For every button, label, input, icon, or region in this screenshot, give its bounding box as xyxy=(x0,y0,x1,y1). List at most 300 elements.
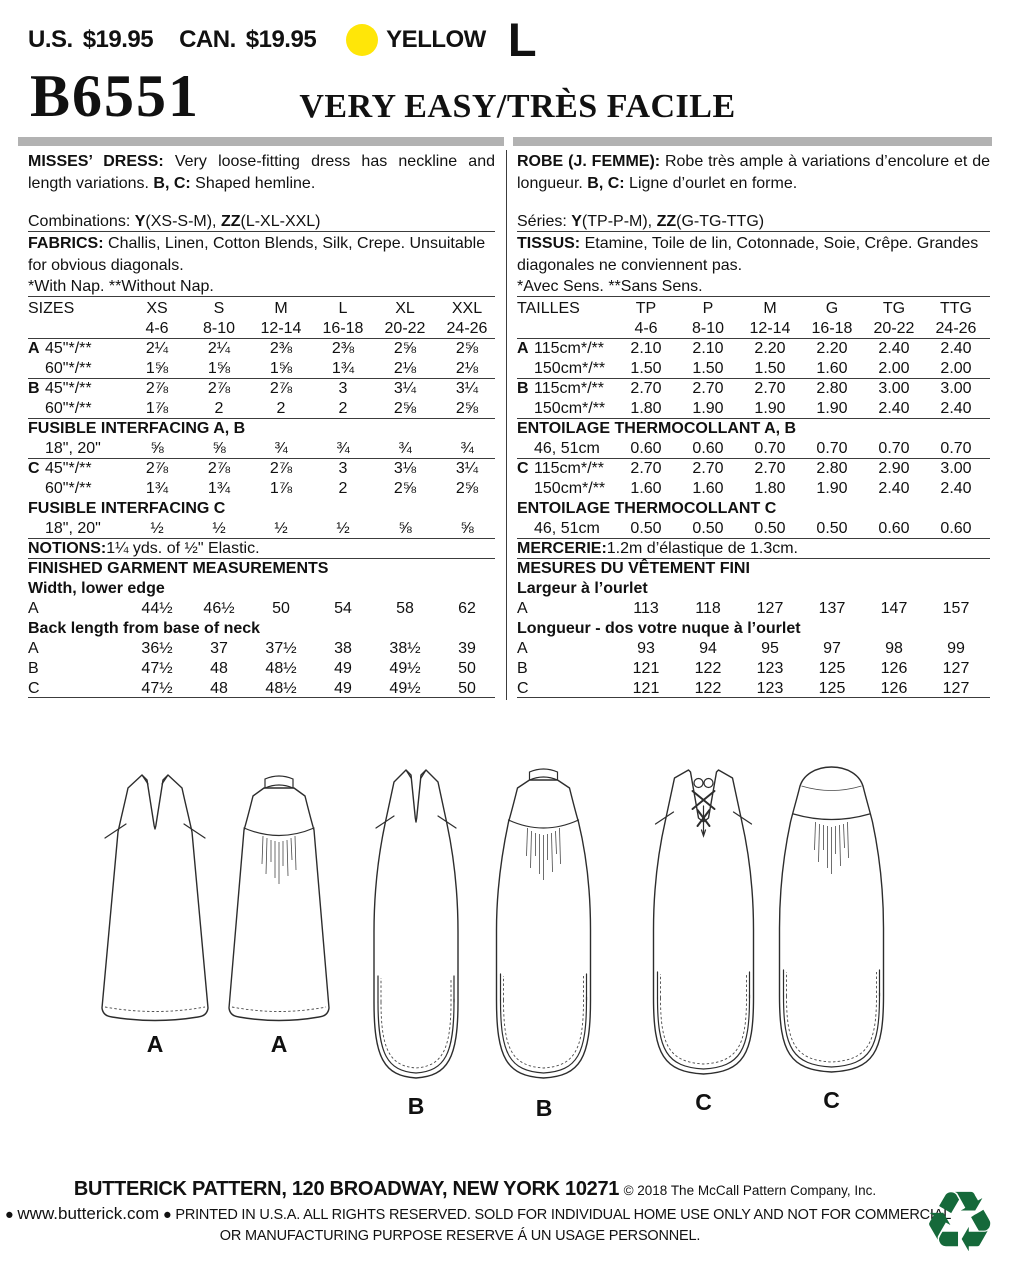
color-swatch-dot-icon xyxy=(346,24,378,56)
yardage-value: 0.50 xyxy=(816,520,848,537)
yardage-value: 37½ xyxy=(265,640,297,657)
text-part: (G-TG-TTG) xyxy=(676,213,765,230)
yardage-value: 3.00 xyxy=(878,380,910,397)
yardage-value: 2¼ xyxy=(207,340,231,357)
text-part: NOTIONS: xyxy=(28,540,107,557)
yardage-value: 2 xyxy=(338,480,348,497)
bullet-icon: ● xyxy=(5,1207,14,1223)
text-part: Robe très ample à variations d’encolure et de longueur. xyxy=(517,153,990,192)
french-table-bottom-rule xyxy=(517,697,990,698)
table-corner-label: TAILLES xyxy=(517,300,580,317)
yardage-value: ½ xyxy=(212,520,226,537)
english-table-bottom-rule xyxy=(28,697,495,698)
table-row xyxy=(28,399,495,419)
width-label: 115cm*/** xyxy=(534,460,604,477)
table-row xyxy=(517,519,990,539)
yardage-value: 1.60 xyxy=(630,480,662,497)
text-part: 1¼ yds. of ½" Elastic. xyxy=(106,540,260,557)
header-divider-bar-left xyxy=(18,137,504,146)
row-label xyxy=(28,359,126,378)
yardage-value: 126 xyxy=(880,660,908,677)
view-letter: B xyxy=(28,380,40,397)
yardage-value: 125 xyxy=(818,660,846,677)
yardage-value: 1.80 xyxy=(754,480,786,497)
row-label: C xyxy=(517,680,529,697)
yardage-value: 2⅛ xyxy=(455,360,479,377)
row-label xyxy=(28,479,126,499)
yardage-value: 58 xyxy=(396,600,414,617)
yardage-value: 1.90 xyxy=(754,400,786,417)
yardage-value: 2 xyxy=(214,400,224,417)
text-part: MERCERIE: xyxy=(517,540,607,557)
yardage-value: 157 xyxy=(942,600,970,617)
yardage-value: 0.70 xyxy=(816,440,848,457)
recycle-icon: ♻ xyxy=(922,1175,998,1269)
text-part: Ligne d’ourlet en forme. xyxy=(624,174,798,192)
text-part: FABRICS: xyxy=(28,235,104,252)
yardage-value: 113 xyxy=(633,600,659,617)
yardage-value: 125 xyxy=(818,680,846,697)
yardage-value: 37 xyxy=(210,640,228,657)
yardage-value: 50 xyxy=(272,600,290,617)
yardage-value: 121 xyxy=(632,660,660,677)
view-c-front-drawing xyxy=(644,760,763,1086)
yardage-value: 2⅜ xyxy=(331,340,355,357)
row-label xyxy=(517,379,615,399)
french-series xyxy=(517,211,990,232)
yardage-value: 1.90 xyxy=(692,400,724,417)
yardage-value: 2.70 xyxy=(754,460,786,477)
view-a-back-drawing xyxy=(218,766,340,1028)
yardage-value: 1⅝ xyxy=(207,360,231,377)
yardage-value: 38 xyxy=(334,640,352,657)
table-row xyxy=(28,659,495,679)
french-description xyxy=(517,151,990,195)
yardage-value: 0.70 xyxy=(878,440,910,457)
text-part: Shaped hemline. xyxy=(190,174,316,192)
yardage-value: 49½ xyxy=(389,680,421,697)
table-header-row xyxy=(517,299,990,319)
yardage-value: 118 xyxy=(695,600,721,617)
width-label: 18", 20" xyxy=(45,520,101,537)
table-row xyxy=(517,379,990,399)
yardage-value: 2.40 xyxy=(878,400,910,417)
can-price-value: $19.95 xyxy=(245,26,317,53)
yardage-value: 1.90 xyxy=(816,480,848,497)
yardage-value: 127 xyxy=(942,680,970,697)
empty-label xyxy=(28,319,126,338)
empty-label xyxy=(517,319,615,338)
french-column xyxy=(517,151,990,699)
yardage-value: 126 xyxy=(880,680,908,697)
yardage-value: 3¼ xyxy=(393,380,417,397)
yardage-value: 1.50 xyxy=(630,360,662,377)
yardage-value: 3⅛ xyxy=(393,460,417,477)
yardage-value: 98 xyxy=(885,640,903,657)
yardage-value: 54 xyxy=(334,600,352,617)
view-label: B xyxy=(535,1095,553,1121)
bullet-icon: ● xyxy=(162,1207,172,1223)
row-label xyxy=(517,479,615,499)
row-label xyxy=(28,519,126,538)
yardage-value: 62 xyxy=(458,600,476,617)
size-range: 16-18 xyxy=(322,320,364,337)
english-nap-note: *With Nap. **Without Nap. xyxy=(28,276,495,297)
width-label: 18", 20" xyxy=(45,440,101,457)
table-header-row xyxy=(28,299,495,319)
english-fabrics xyxy=(28,233,495,276)
section-row: FINISHED GARMENT MEASUREMENTS xyxy=(28,560,329,577)
yardage-value: 3.00 xyxy=(940,380,972,397)
yardage-value: 2⅝ xyxy=(393,340,417,357)
yardage-value: 36½ xyxy=(141,640,173,657)
text-part: MISSES’ DRESS: xyxy=(28,153,164,170)
table-range-row xyxy=(517,319,990,339)
footer-rights-line xyxy=(5,1204,952,1224)
yardage-value: 123 xyxy=(756,680,784,697)
text-part: ROBE (J. FEMME): xyxy=(517,153,661,170)
yardage-value: 0.60 xyxy=(878,520,910,537)
size-column-header: TP xyxy=(635,300,657,317)
footer-rights-line-2: OR MANUFACTURING PURPOSE RESERVE Á UN USAGE PERSONNEL. xyxy=(219,1228,701,1244)
size-range: 20-22 xyxy=(873,320,915,337)
yardage-value: 50 xyxy=(458,660,476,677)
row-label: A xyxy=(517,600,528,617)
row-label: C xyxy=(28,680,40,697)
section-row: Width, lower edge xyxy=(28,580,165,597)
yardage-value: 2.40 xyxy=(940,480,972,497)
table-row xyxy=(517,439,990,459)
text-part: (L-XL-XXL) xyxy=(240,213,321,230)
view-letter: A xyxy=(517,340,529,357)
view-b-back-drawing xyxy=(486,760,602,1092)
text-part: B, C: xyxy=(153,174,191,192)
note-row xyxy=(28,539,495,559)
size-column-header: M xyxy=(763,300,777,317)
view-b-back-figure xyxy=(486,760,602,1122)
table-row xyxy=(28,459,495,479)
yardage-value: 48½ xyxy=(265,660,297,677)
yardage-value: 2¼ xyxy=(145,340,169,357)
section-row: MESURES DU VÊTEMENT FINI xyxy=(517,560,750,577)
size-range: 8-10 xyxy=(691,320,725,337)
yardage-value: 137 xyxy=(818,600,846,617)
view-b-front-drawing xyxy=(366,762,466,1090)
yardage-value: 0.70 xyxy=(940,440,972,457)
yardage-value: 2.70 xyxy=(754,380,786,397)
width-label: 115cm*/** xyxy=(534,380,604,397)
row-label xyxy=(28,399,126,418)
french-yardage-table xyxy=(517,299,990,699)
view-b-front-figure xyxy=(366,762,466,1120)
section-row: ENTOILAGE THERMOCOLLANT A, B xyxy=(517,420,797,437)
text-part: TISSUS: xyxy=(517,235,581,252)
yardage-value: 2.10 xyxy=(630,340,662,357)
yardage-value: 3¼ xyxy=(455,380,479,397)
width-label: 46, 51cm xyxy=(534,440,600,457)
view-c-back-drawing xyxy=(771,758,892,1084)
size-range: 4-6 xyxy=(145,320,169,337)
footer-copyright: © 2018 The McCall Pattern Company, Inc. xyxy=(623,1183,877,1198)
row-label xyxy=(517,399,615,418)
yardage-value: 0.50 xyxy=(692,520,724,537)
yardage-value: 2⅞ xyxy=(269,460,293,477)
width-label: 46, 51cm xyxy=(534,520,600,537)
yardage-value: 2.70 xyxy=(692,380,724,397)
row-label xyxy=(517,519,615,538)
yardage-value: 2⅞ xyxy=(207,460,231,477)
yardage-value: ⅝ xyxy=(398,520,412,537)
row-label: A xyxy=(28,600,39,617)
size-range: 16-18 xyxy=(811,320,853,337)
yardage-value: 48 xyxy=(210,680,228,697)
yardage-value: 1⅞ xyxy=(145,400,169,417)
yardage-value: 93 xyxy=(637,640,655,657)
text-part: B, C: xyxy=(587,174,625,192)
us-price-value: $19.95 xyxy=(82,26,154,53)
row-label: B xyxy=(517,660,528,677)
yardage-value: 1¾ xyxy=(331,360,355,377)
yardage-value: 1.90 xyxy=(816,400,848,417)
table-row xyxy=(517,639,990,659)
section-row: ENTOILAGE THERMOCOLLANT C xyxy=(517,500,777,517)
yardage-value: ⅝ xyxy=(460,520,474,537)
footer-rights: PRINTED IN U.S.A. ALL RIGHTS RESERVED. SOLD FOR INDIVIDUAL HOME USE ONLY AND NOT FOR COMMERCIAL xyxy=(175,1207,952,1223)
size-column-header: P xyxy=(702,300,714,317)
yardage-value: 1⅝ xyxy=(269,360,293,377)
yardage-value: 123 xyxy=(756,660,784,677)
size-column-header: XL xyxy=(395,300,415,317)
yardage-value: 0.70 xyxy=(754,440,786,457)
yardage-value: 2.40 xyxy=(878,340,910,357)
yardage-value: ½ xyxy=(274,520,288,537)
size-range: 12-14 xyxy=(749,320,791,337)
table-row xyxy=(517,339,990,359)
yardage-value: 0.50 xyxy=(754,520,786,537)
section-row: FUSIBLE INTERFACING A, B xyxy=(28,420,246,437)
yardage-value: 2⅞ xyxy=(145,460,169,477)
yardage-value: 2⅝ xyxy=(393,480,417,497)
yardage-value: 47½ xyxy=(141,660,173,677)
yardage-value: 2⅞ xyxy=(145,380,169,397)
size-range: 24-26 xyxy=(935,320,977,337)
table-row xyxy=(517,399,990,419)
yardage-value: 97 xyxy=(823,640,841,657)
yardage-value: 2.70 xyxy=(630,460,662,477)
size-column-header: M xyxy=(274,300,288,317)
yardage-value: 49 xyxy=(334,680,352,697)
table-range-row xyxy=(28,319,495,339)
row-label xyxy=(517,439,615,458)
table-row xyxy=(28,639,495,659)
yardage-value: 94 xyxy=(699,640,717,657)
yardage-value: 1.80 xyxy=(630,400,662,417)
yardage-value: 50 xyxy=(458,680,476,697)
size-column-header: XXL xyxy=(451,300,483,317)
price-line xyxy=(28,13,537,66)
section-row: Back length from base of neck xyxy=(28,620,261,637)
yardage-value: ⅝ xyxy=(150,440,164,457)
can-price-label: CAN. xyxy=(179,26,236,53)
yardage-value: 95 xyxy=(761,640,779,657)
yardage-value: 3 xyxy=(338,380,348,397)
color-name: YELLOW xyxy=(386,26,486,53)
yardage-value: 2.90 xyxy=(878,460,910,477)
yardage-value: 0.60 xyxy=(692,440,724,457)
width-label: 45"*/** xyxy=(45,380,92,397)
table-row xyxy=(28,439,495,459)
text-part: Y xyxy=(571,213,582,230)
footer-website: www.butterick.com xyxy=(17,1204,160,1223)
width-label: 60"*/** xyxy=(45,360,92,377)
yardage-value: 1¾ xyxy=(145,480,169,497)
yardage-value: ½ xyxy=(336,520,350,537)
yardage-value: 1.50 xyxy=(692,360,724,377)
yardage-value: 2.00 xyxy=(940,360,972,377)
yardage-value: 1.60 xyxy=(692,480,724,497)
view-letter: C xyxy=(28,460,40,477)
yardage-value: 1⅞ xyxy=(269,480,293,497)
view-c-back-figure xyxy=(771,758,892,1114)
english-description xyxy=(28,151,495,195)
yardage-value: 2.10 xyxy=(692,340,724,357)
yardage-value: 1¾ xyxy=(207,480,231,497)
size-range: 24-26 xyxy=(446,320,488,337)
row-label: A xyxy=(28,640,39,657)
yardage-value: 38½ xyxy=(389,640,421,657)
yardage-value: 2.00 xyxy=(878,360,910,377)
yardage-value: 2.40 xyxy=(940,340,972,357)
yardage-value: 2.80 xyxy=(816,460,848,477)
table-row xyxy=(517,479,990,499)
yardage-value: 127 xyxy=(942,660,970,677)
section-row: Largeur à l’ourlet xyxy=(517,580,648,597)
row-label xyxy=(28,439,126,458)
yardage-value: 2⅝ xyxy=(455,480,479,497)
section-row: FUSIBLE INTERFACING C xyxy=(28,500,226,517)
table-row xyxy=(517,359,990,379)
yardage-value: 2.80 xyxy=(816,380,848,397)
yardage-value: 127 xyxy=(756,600,784,617)
yardage-value: 3 xyxy=(338,460,348,477)
yardage-value: 49 xyxy=(334,660,352,677)
table-row xyxy=(28,679,495,699)
yardage-value: 2⅝ xyxy=(455,400,479,417)
width-label: 115cm*/** xyxy=(534,340,604,357)
table-row xyxy=(28,479,495,499)
view-c-front-figure xyxy=(644,760,763,1116)
yardage-value: 2 xyxy=(276,400,286,417)
yardage-value: ¾ xyxy=(274,440,288,457)
yardage-value: 2.70 xyxy=(630,380,662,397)
yardage-value: 2.70 xyxy=(692,460,724,477)
footer-address-line xyxy=(0,1178,950,1201)
yardage-value: 46½ xyxy=(203,600,235,617)
size-column-header: G xyxy=(825,300,839,317)
text-part: 1.2m d’élastique de 1.3cm. xyxy=(606,540,798,557)
row-label xyxy=(517,339,615,359)
size-range: 12-14 xyxy=(260,320,302,337)
row-label xyxy=(28,459,126,479)
table-row xyxy=(28,339,495,359)
yardage-value: 48½ xyxy=(265,680,297,697)
yardage-value: 147 xyxy=(880,600,908,617)
yardage-value: 2⅛ xyxy=(393,360,417,377)
yardage-value: 121 xyxy=(632,680,660,697)
text-part: Challis, Linen, Cotton Blends, Silk, Crepe. Unsuitable for obvious diagonals. xyxy=(28,235,486,274)
table-corner-label: SIZES xyxy=(28,300,75,317)
english-column xyxy=(28,151,495,699)
pattern-number: B6551 xyxy=(30,63,201,129)
yardage-value: 0.60 xyxy=(940,520,972,537)
yardage-value: 2⅝ xyxy=(393,400,417,417)
yardage-value: 48 xyxy=(210,660,228,677)
yardage-value: 2⅜ xyxy=(269,340,293,357)
view-label: A xyxy=(270,1031,288,1057)
footer-address: BUTTERICK PATTERN, 120 BROADWAY, NEW YORK 10271 xyxy=(73,1178,620,1200)
french-tissus xyxy=(517,233,990,276)
width-label: 45"*/** xyxy=(45,460,92,477)
yardage-value: 0.50 xyxy=(630,520,662,537)
view-letter: C xyxy=(517,460,529,477)
size-range: 4-6 xyxy=(634,320,658,337)
english-yardage-table xyxy=(28,299,495,699)
column-divider xyxy=(506,150,507,700)
text-part: ZZ xyxy=(656,213,677,230)
view-letter: B xyxy=(517,380,529,397)
table-row xyxy=(28,599,495,619)
view-letter: A xyxy=(28,340,40,357)
table-row xyxy=(28,519,495,539)
width-label: 45"*/** xyxy=(45,340,92,357)
yardage-value: 1⅝ xyxy=(145,360,169,377)
us-price-label: U.S. xyxy=(28,26,73,53)
view-a-back-figure xyxy=(218,766,340,1058)
size-range: 20-22 xyxy=(384,320,426,337)
size-range: 8-10 xyxy=(202,320,236,337)
row-label xyxy=(28,339,126,359)
yardage-value: 122 xyxy=(694,660,722,677)
yardage-value: 99 xyxy=(947,640,965,657)
yardage-value: 2⅞ xyxy=(207,380,231,397)
yardage-value: 122 xyxy=(694,680,722,697)
yardage-value: 2.40 xyxy=(878,480,910,497)
row-label: A xyxy=(517,640,528,657)
yardage-value: 2.20 xyxy=(754,340,786,357)
difficulty-label: VERY EASY/TRÈS FACILE xyxy=(299,88,736,125)
yardage-value: ½ xyxy=(150,520,164,537)
view-label: A xyxy=(146,1031,164,1057)
text-part: Very loose-fitting dress has neckline and length variations. xyxy=(28,153,495,192)
size-column-header: S xyxy=(213,300,225,317)
english-combinations xyxy=(28,211,495,232)
yardage-value: 1.60 xyxy=(816,360,848,377)
yardage-value: 39 xyxy=(458,640,476,657)
row-label xyxy=(517,359,615,378)
size-column-header: TTG xyxy=(940,300,972,317)
table-row xyxy=(28,359,495,379)
text-part: ZZ xyxy=(220,213,241,230)
size-letter: L xyxy=(507,13,537,66)
size-column-header: TG xyxy=(882,300,906,317)
row-label xyxy=(28,379,126,399)
yardage-value: 44½ xyxy=(141,600,173,617)
yardage-value: 2⅞ xyxy=(269,380,293,397)
table-row xyxy=(517,459,990,479)
yardage-value: 49½ xyxy=(389,660,421,677)
table-row xyxy=(517,679,990,699)
view-a-front-figure xyxy=(88,766,222,1058)
